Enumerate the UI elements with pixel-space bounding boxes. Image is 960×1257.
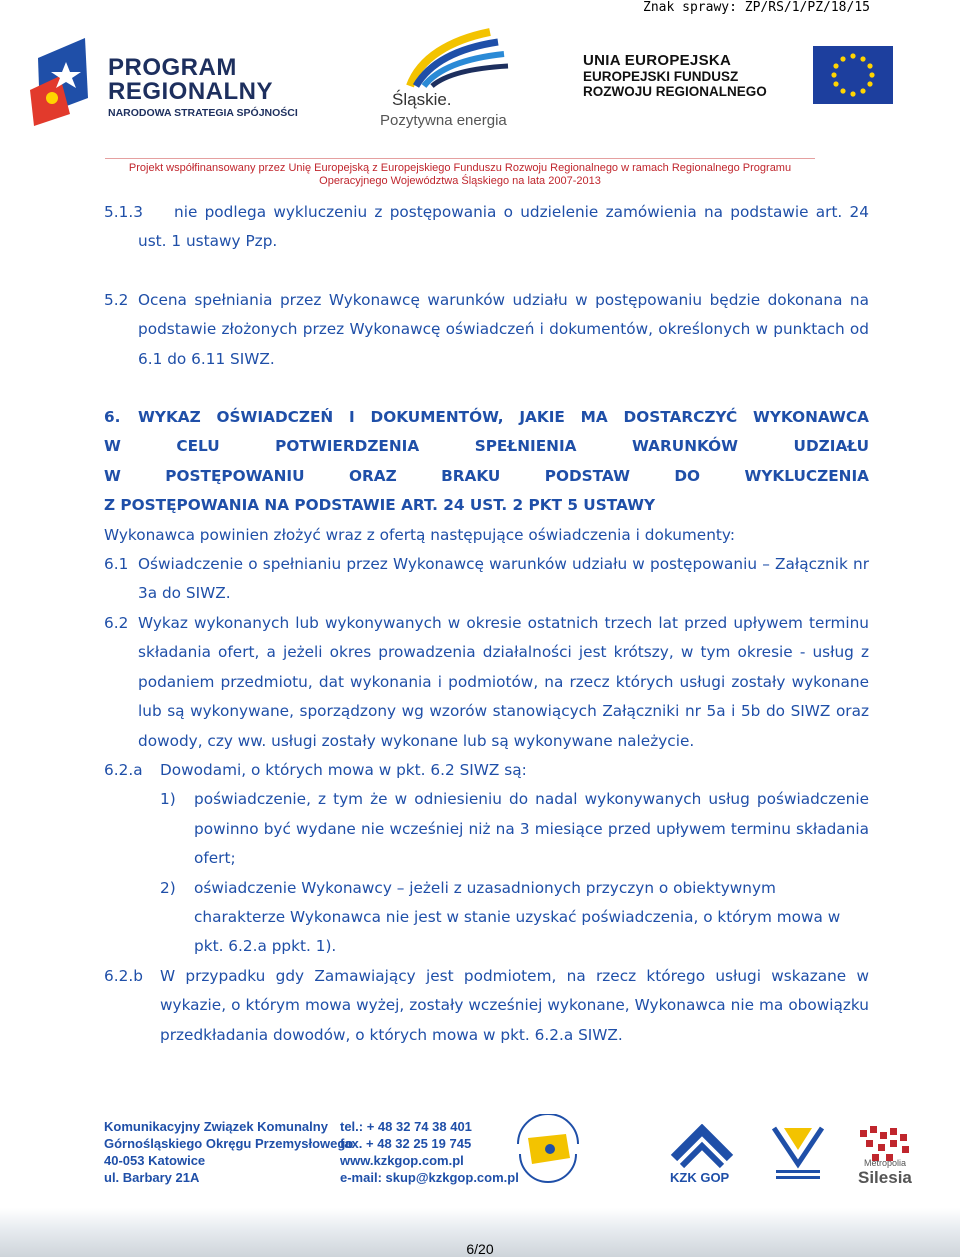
list-item-text: poświadczenie, z tym że w odniesieniu do nadal wykonywanych usług poświadczenie powinno być wydane nie wcześniej niż na 3 miesiące przed upływem terminu składania ofert;: [194, 790, 869, 868]
heading-line-2: W CELU POTWIERDZENIA SPEŁNIENIA WARUNKÓW UDZIAŁU: [104, 437, 869, 456]
program-title-1: PROGRAM: [108, 54, 237, 81]
cofunding-line-1: Projekt współfinansowany przez Unię Europejską z Europejskiego Funduszu Rozwoju Regionalnego w ramach Regionalnego Programu: [128, 162, 792, 174]
paragraph-5-1-3: [104, 198, 869, 257]
footer-org-name: Komunikacyjny Związek Komunalny: [104, 1119, 328, 1134]
section-number: 6.: [104, 408, 121, 427]
eu-logo: [583, 52, 903, 112]
eu-title: UNIA EUROPEJSKA: [583, 52, 732, 69]
header-logos: [30, 28, 900, 148]
list-item-text: oświadczenie Wykonawcy – jeżeli z uzasadnionych przyczyn o obiektywnym charakterze Wykonawca nie jest w stanie uzyskać poświadczenia, o którym mowa w pkt. 6.2.a ppkt. 1).: [194, 878, 841, 956]
paragraph-number: 6.2.b: [104, 966, 143, 985]
list-item-number: 2): [160, 878, 176, 897]
page-number: 6/20: [466, 1241, 494, 1257]
list-item-1: [104, 785, 869, 873]
document-body: [104, 198, 869, 1050]
metropolia-big-label: Silesia: [858, 1168, 912, 1187]
list-item-number: 1): [160, 790, 176, 809]
paragraph-6-1: [104, 550, 869, 609]
spacer: [104, 374, 869, 403]
footer-tel: tel.: + 48 32 74 38 401: [340, 1119, 472, 1134]
footer-fax: fax. + 48 32 25 19 745: [340, 1136, 472, 1151]
program-regionalny-logo: [30, 36, 330, 136]
metropolia-small-label: Metropolia: [864, 1158, 907, 1168]
footer-contact: [340, 1118, 519, 1186]
silesian-card-icon: [506, 1114, 590, 1184]
paragraph-number: 5.1.3: [104, 203, 143, 221]
program-subtitle: NARODOWA STRATEGIA SPÓJNOŚCI: [108, 107, 298, 119]
paragraph-number: 6.2: [104, 613, 129, 632]
slaskie-logo: [380, 28, 530, 138]
cofunding-line-2: Operacyjnego Województwa Śląskiego na lata 2007-2013: [319, 175, 601, 187]
paragraph-text: Wykaz wykonanych lub wykonywanych w okresie ostatnich trzech lat przed upływem terminu składania ofert, a jeżeli okres prowadzenia działalności jest krótszy, w tym okresie - usług z podaniem przedmiotu, dat wykonania i podmiotów, na rzecz których usługi zostały wykonane lub są wykonywane, sporządzony wg wzorów stanowiących Załączniki nr 5a i 5b do SIWZ oraz dowody, czy ww. usługi zostały wykonane lub są wykonywane należycie.: [138, 613, 869, 750]
paragraph-number: 6.2.a: [104, 760, 143, 779]
slaskie-name: Śląskie.: [392, 90, 452, 109]
paragraph-number: 6.1: [104, 555, 129, 574]
footer-www: www.kzkgop.com.pl: [340, 1153, 464, 1168]
paragraph-text: W przypadku gdy Zamawiający jest podmiotem, na rzecz którego usługi wskazane w wykazie, o którym mowa wyżej, zostały wcześniej wykonane, Wykonawca nie ma obowiązku przedkładania dowodów, o których mowa w pkt. 6.2.a SIWZ.: [160, 966, 869, 1044]
eu-flag-icon: [813, 46, 893, 104]
header-divider: [105, 158, 815, 159]
heading-line-3: W POSTĘPOWANIU ORAZ BRAKU PODSTAW DO WYKLUCZENIA: [104, 466, 869, 485]
eu-fund-2: ROZWOJU REGIONALNEGO: [583, 84, 767, 99]
paragraph-text: Dowodami, o których mowa w pkt. 6.2 SIWZ są:: [160, 760, 527, 779]
section-intro: Wykonawca powinien złożyć wraz z ofertą następujące oświadczenia i dokumenty:: [104, 525, 736, 544]
footer-org-region: Górnośląskiego Okręgu Przemysłowego: [104, 1136, 354, 1151]
slaskie-slogan: Pozytywna energia: [380, 112, 507, 129]
list-item-2: [104, 874, 869, 962]
heading-line-1: WYKAZ OŚWIADCZEŃ I DOKUMENTÓW, JAKIE MA DOSTARCZYĆ WYKONAWCA: [138, 408, 869, 427]
paragraph-6-2-b: [104, 962, 869, 1050]
paragraph-text: Ocena spełniania przez Wykonawcę warunków udziału w postępowaniu będzie dokonana na podstawie złożonych przez Wykonawcę oświadczeń i dokumentów, określonych w punktach od 6.1 do 6.11 SIWZ.: [138, 290, 869, 368]
kzk-gop-label: KZK GOP: [670, 1170, 730, 1185]
paragraph-5-2: [104, 286, 869, 374]
footer-street: ul. Barbary 21A: [104, 1170, 200, 1185]
footer: [104, 1118, 914, 1198]
cofunding-note: [110, 162, 810, 188]
paragraph-text: nie podlega wykluczeniu z postępowania o udzielenie zamówienia na podstawie art. 24 ust. 1 ustawy Pzp.: [138, 203, 869, 251]
association-logo-icon: [770, 1124, 826, 1184]
paragraph-text: Oświadczenie o spełnianiu przez Wykonawcę warunków udziału w postępowaniu – Załącznik nr 3a do SIWZ.: [138, 555, 869, 603]
footer-postal: 40-053 Katowice: [104, 1153, 206, 1168]
spacer: [104, 257, 869, 286]
paragraph-6-2-a: [104, 756, 869, 785]
program-star-icon: [30, 36, 102, 126]
paragraph-6-2: [104, 609, 869, 756]
slaskie-swoosh-icon: [380, 28, 520, 90]
heading-line-4: Z POSTĘPOWANIA NA PODSTAWIE ART. 24 UST. 2 PKT 5 USTAWY: [104, 496, 656, 515]
footer-email: e-mail: skup@kzkgop.com.pl: [340, 1170, 519, 1185]
section-6-heading: [104, 403, 869, 432]
footer-address: [104, 1118, 353, 1186]
case-reference: Znak sprawy: ZP/RS/1/PZ/18/15: [643, 0, 870, 15]
paragraph-number: 5.2: [104, 290, 129, 309]
program-title-2: REGIONALNY: [108, 78, 274, 105]
eu-fund-1: EUROPEJSKI FUNDUSZ: [583, 69, 739, 84]
